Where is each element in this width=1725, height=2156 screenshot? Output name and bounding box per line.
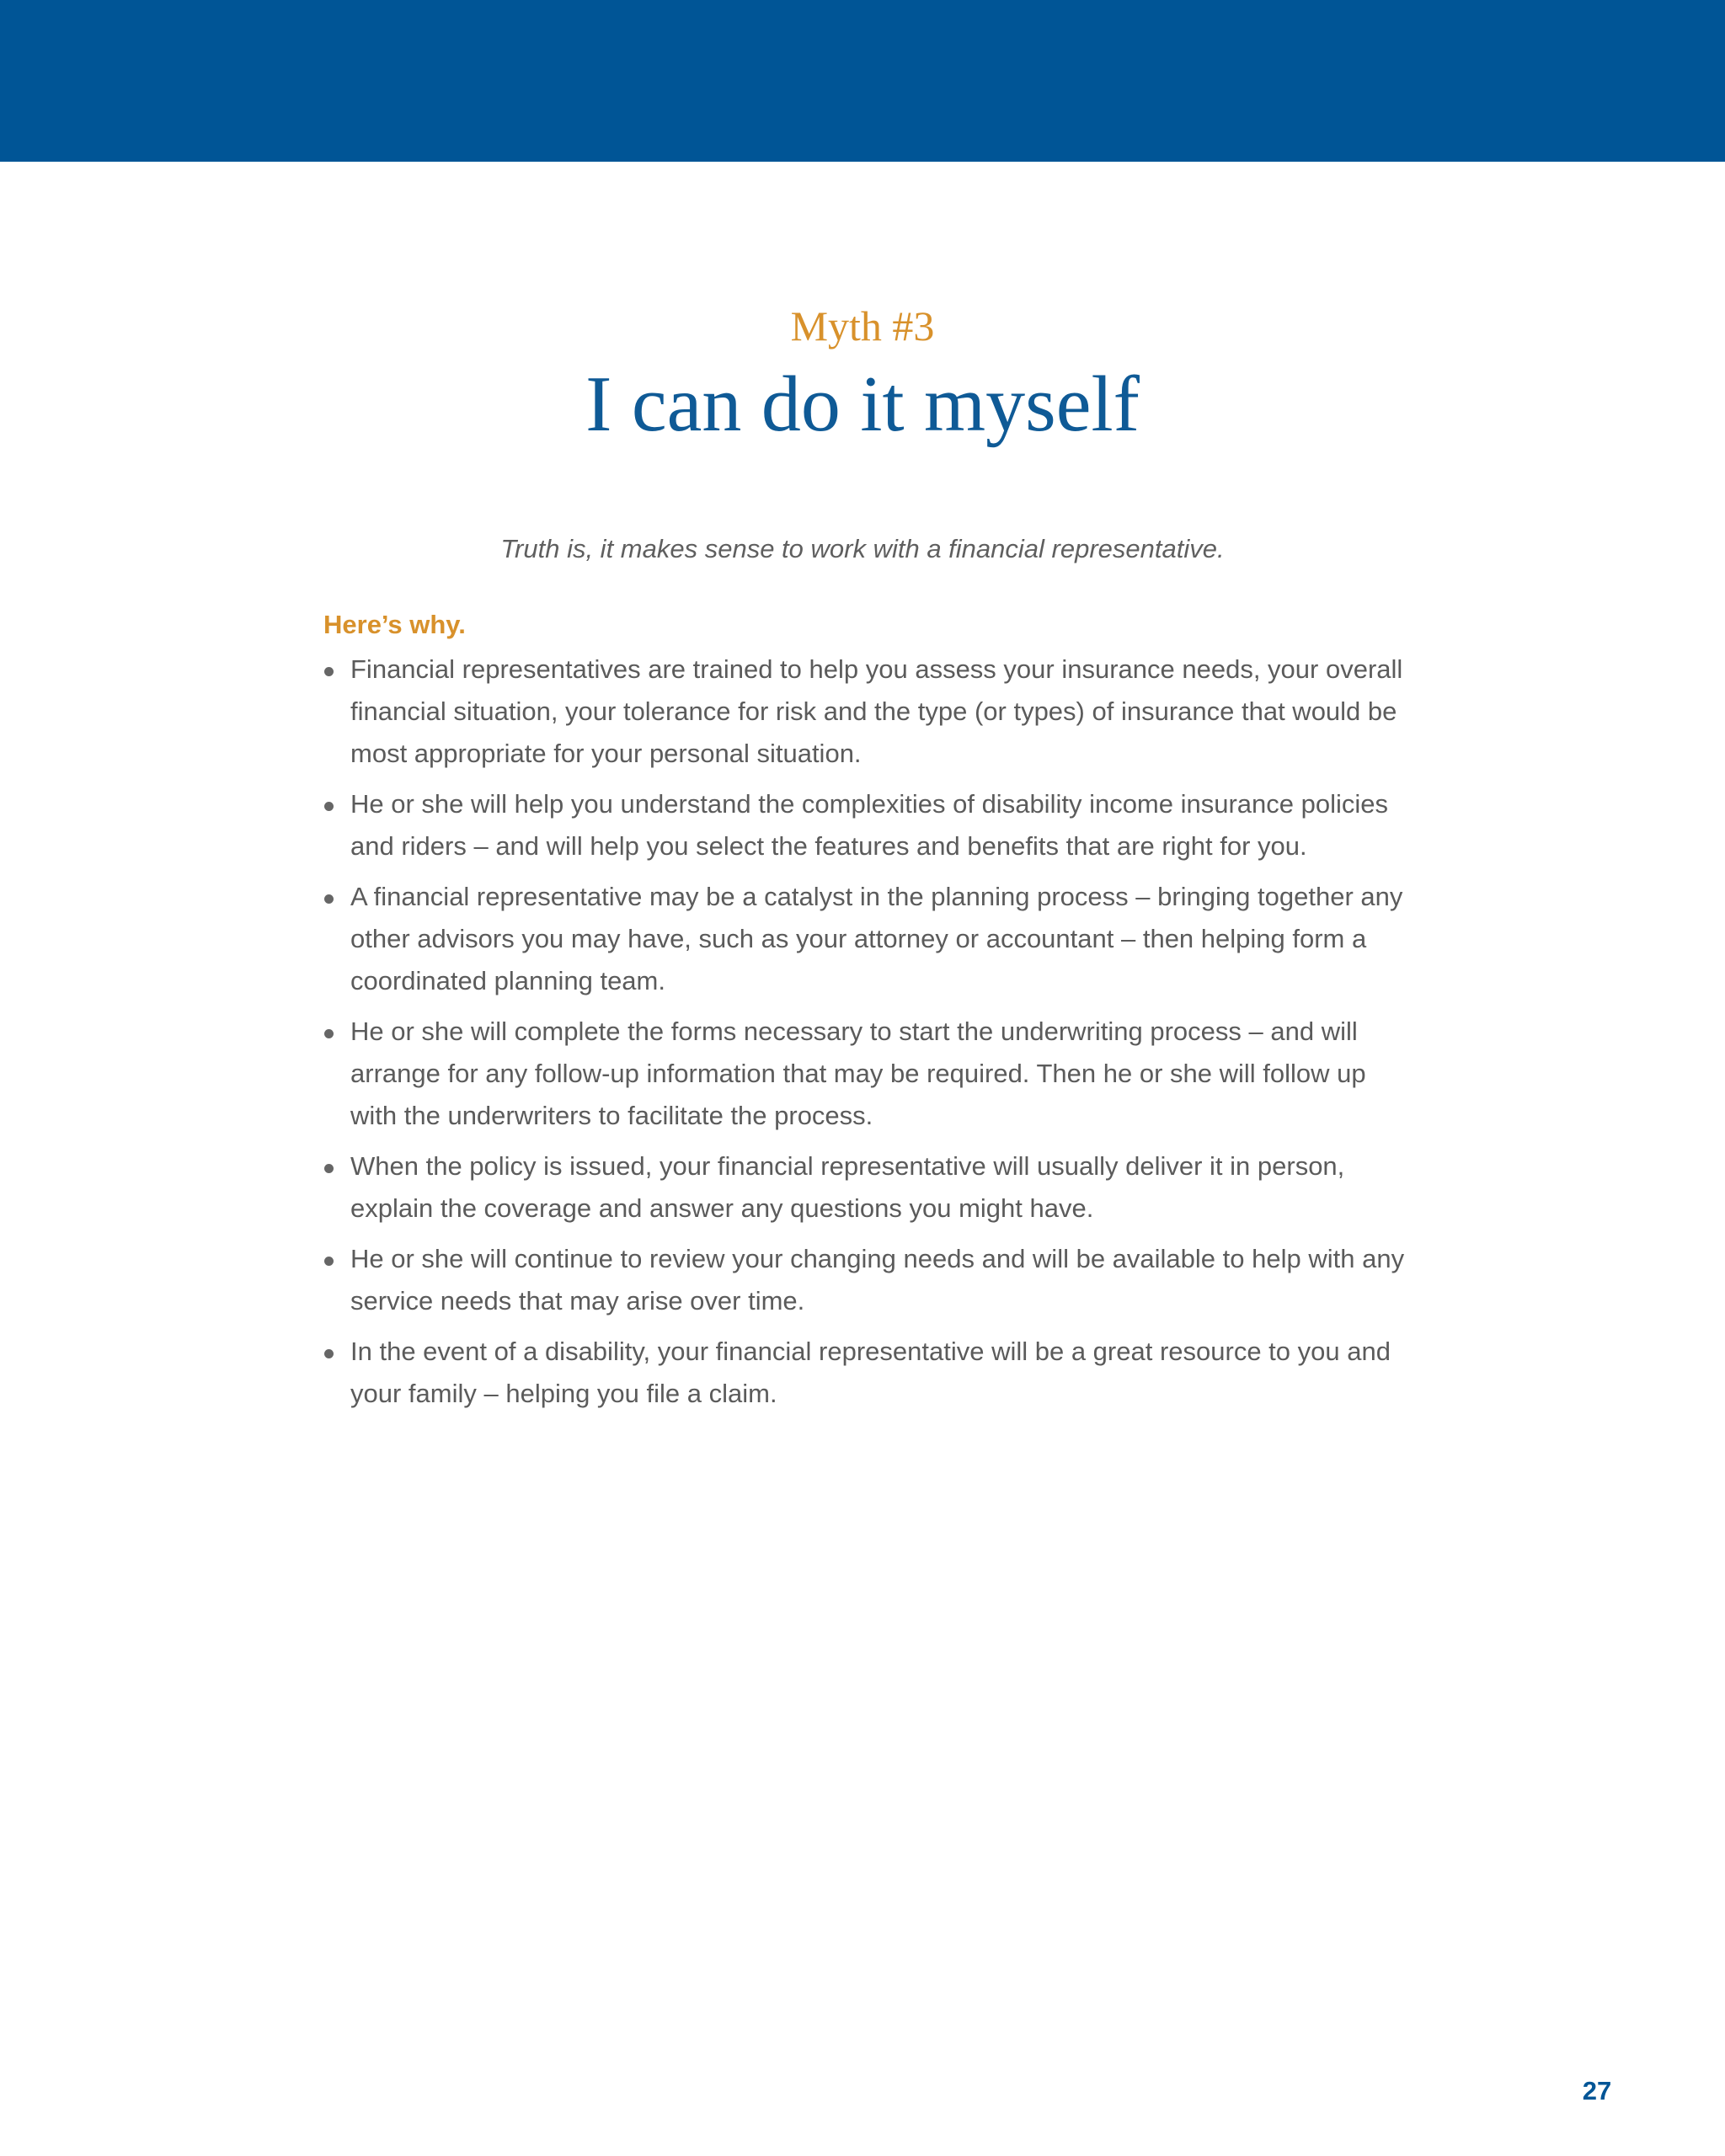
list-item xyxy=(323,1331,1418,1415)
list-item xyxy=(323,648,1418,775)
page-number: 27 xyxy=(1582,2076,1612,2105)
list-item-text: When the policy is issued, your financial representative will usually deliver it in person, explain the coverage and answer any questions you might have. xyxy=(350,1151,1345,1223)
bullet-icon xyxy=(324,1164,334,1173)
bullet-icon xyxy=(324,802,334,811)
top-color-band xyxy=(0,0,1725,162)
list-item-text: He or she will help you understand the complexities of disability income insurance policies and riders – and will help you select the features and benefits that are right for you. xyxy=(350,789,1389,861)
page-subtitle: Truth is, it makes sense to work with a financial representative. xyxy=(500,534,1225,563)
main-content xyxy=(323,606,1418,1423)
list-item-text: In the event of a disability, your financial representative will be a great resource to you and your family – helping you file a claim. xyxy=(350,1337,1391,1408)
list-item-text: He or she will complete the forms necessary to start the underwriting process – and will arrange for any follow-up information that may be required. Then he or she will follow up with the underwriters to facilitate the process. xyxy=(350,1017,1366,1130)
list-item xyxy=(323,876,1418,1002)
list-item xyxy=(323,1238,1418,1322)
reasons-list xyxy=(323,648,1418,1415)
section-heading: Here’s why. xyxy=(323,610,466,639)
list-item-text: He or she will continue to review your changing needs and will be available to help with any service needs that may arise over time. xyxy=(350,1244,1405,1315)
bullet-icon xyxy=(324,667,334,676)
list-item-text: A financial representative may be a catalyst in the planning process – bringing together any other advisors you may have, such as your attorney or accountant – then helping form a coordinated planning team. xyxy=(350,882,1403,995)
bullet-icon xyxy=(324,1257,334,1266)
bullet-icon xyxy=(324,1349,334,1358)
myth-number: Myth #3 xyxy=(790,302,935,350)
page-title: I can do it myself xyxy=(585,360,1140,448)
bullet-icon xyxy=(324,1029,334,1038)
list-item xyxy=(323,1011,1418,1137)
list-item xyxy=(323,783,1418,867)
bullet-icon xyxy=(324,894,334,904)
list-item xyxy=(323,1145,1418,1230)
list-item-text: Financial representatives are trained to help you assess your insurance needs, your overall financial situation, your tolerance for risk and the type (or types) of insurance that would be most appropriate for your personal situation. xyxy=(350,654,1403,768)
